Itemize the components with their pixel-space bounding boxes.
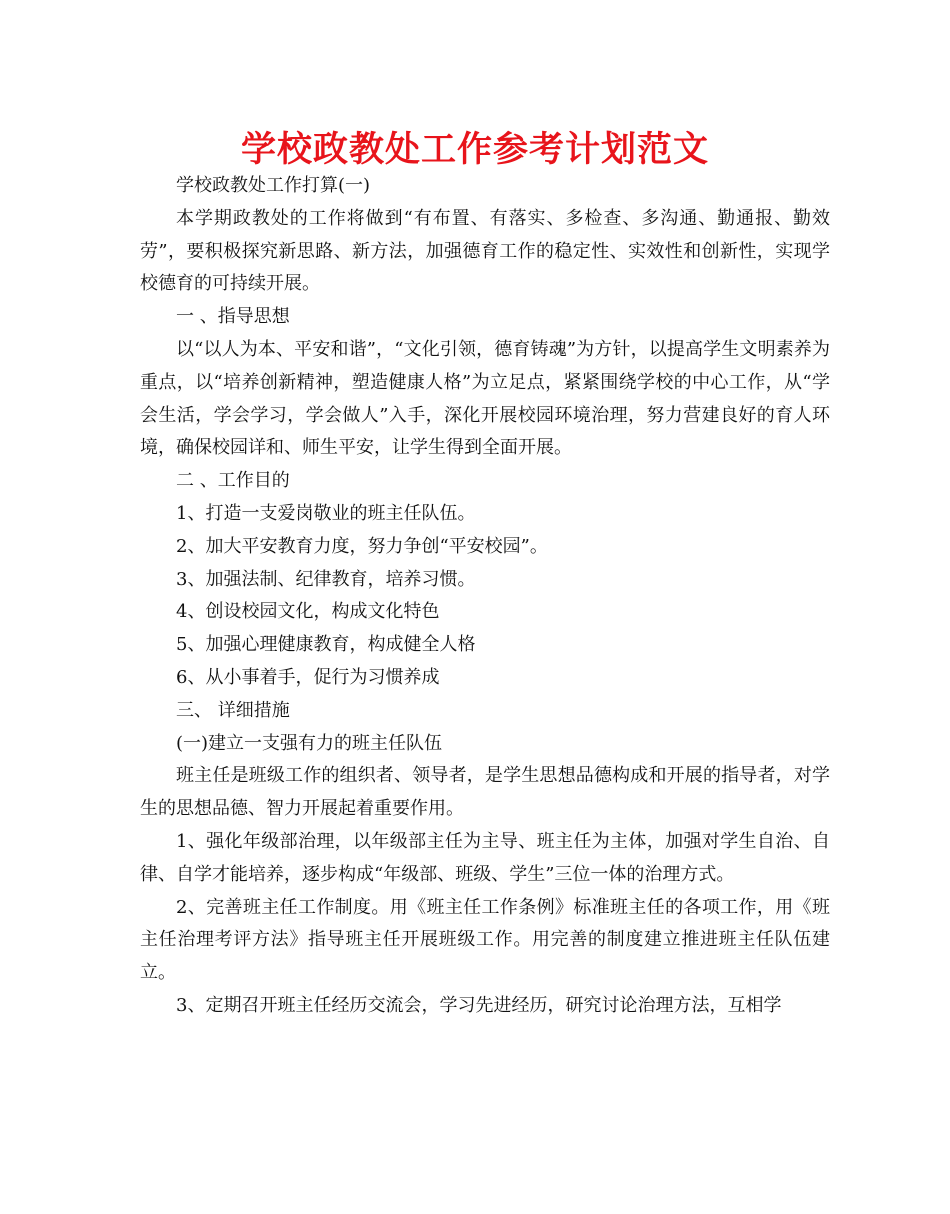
paragraph-measure-3: 3、定期召开班主任经历交流会，学习先进经历，研究讨论治理方法，互相学 [176, 994, 782, 1016]
list-item-goal-3: 3、加强法制、纪律教育，培养习惯。 [176, 568, 476, 590]
paragraph-guiding-thought: 以“以人为本、平安和谐”，“文化引领，德育铸魂”为方针，以提高学生文明素养为重点，以“培养创新精神，塑造健康人格”为立足点，紧紧围绕学校的中心工作，从“学会生活，学会学习，学会做人”入手，深化开展校园环境治理，努力营建良好的育人环境，确保校园详和、师生平安，让学生得到全面开展。 [140, 338, 830, 459]
subsection-heading-teacher-team: (一)建立一支强有力的班主任队伍 [176, 732, 443, 754]
document-body [140, 170, 830, 1023]
section-heading-guiding-thought: 一 、指导思想 [176, 306, 290, 328]
paragraph-intro: 本学期政教处的工作将做到“有布置、有落实、多检查、多沟通、勤通报、勤效劳”，要积极探究新思路、新方法，加强德育工作的稳定性、实效性和创新性，实现学校德育的可持续开展。 [140, 207, 830, 295]
paragraph-teacher-role: 班主任是班级工作的组织者、领导者，是学生思想品德构成和开展的指导者，对学生的思想品德、智力开展起着重要作用。 [140, 765, 830, 820]
section-heading-work-goals: 二 、工作目的 [176, 470, 290, 492]
paragraph-measure-1: 1、强化年级部治理，以年级部主任为主导、班主任为主体，加强对学生自治、自律、自学才能培养，逐步构成“年级部、班级、学生”三位一体的治理方式。 [140, 830, 830, 885]
list-item-goal-2: 2、加大平安教育力度，努力争创“平安校园”。 [176, 535, 548, 557]
paragraph-measure-2: 2、完善班主任工作制度。用《班主任工作条例》标准班主任的各项工作，用《班主任治理考评方法》指导班主任开展班级工作。用完善的制度建立推进班主任队伍建立。 [140, 896, 830, 984]
paragraph-subtitle: 学校政教处工作打算(一) [176, 175, 371, 196]
document-title: 学校政教处工作参考计划范文 [240, 130, 709, 170]
list-item-goal-1: 1、打造一支爱岗敬业的班主任队伍。 [176, 502, 476, 524]
list-item-goal-6: 6、从小事着手，促行为习惯养成 [176, 666, 440, 688]
section-heading-measures: 三、 详细措施 [176, 699, 290, 721]
list-item-goal-4: 4、创设校园文化，构成文化特色 [176, 601, 440, 623]
list-item-goal-5: 5、加强心理健康教育，构成健全人格 [176, 634, 476, 656]
